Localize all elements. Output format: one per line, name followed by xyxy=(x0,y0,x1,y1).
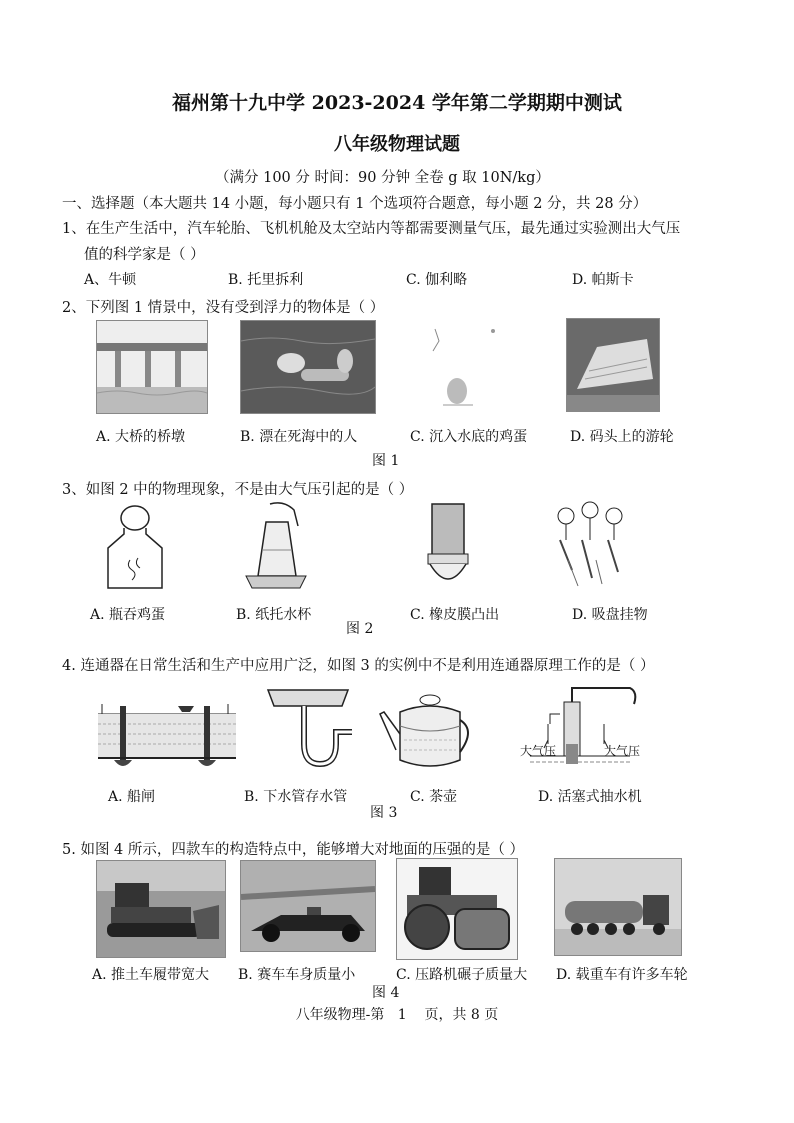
figure-2-caption: 图 2 xyxy=(346,621,374,637)
cruise-ship-photo xyxy=(566,318,660,412)
q1-option-d: D. 帕斯卡 xyxy=(572,272,634,288)
piston-pump-drawing xyxy=(520,684,640,774)
race-car-photo xyxy=(240,860,376,952)
rubber-film-tube-drawing xyxy=(424,500,472,592)
q1-stem-line2: 值的科学家是（ ） xyxy=(84,247,205,263)
exam-subtitle: 八年级物理试题 xyxy=(334,134,460,155)
q3-option-b: B. 纸托水杯 xyxy=(236,607,312,623)
q5-option-b: B. 赛车车身质量小 xyxy=(238,967,356,983)
q1-option-a: A、牛顿 xyxy=(84,272,137,288)
drain-trap-drawing xyxy=(264,684,360,774)
sunken-egg-photo xyxy=(412,320,506,414)
bottle-egg-drawing xyxy=(100,500,170,592)
q3-option-d: D. 吸盘挂物 xyxy=(572,607,648,623)
q4-stem: 4. 连通器在日常生活和生产中应用广泛，如图 3 的实例中不是利用连通器原理工作的是（ ） xyxy=(62,658,655,674)
q2-option-c: C. 沉入水底的鸡蛋 xyxy=(410,429,528,445)
paper-cup-drawing xyxy=(244,500,308,592)
teapot-drawing xyxy=(378,690,478,774)
bulldozer-photo xyxy=(96,860,226,958)
q3-option-c: C. 橡皮膜凸出 xyxy=(410,607,500,623)
q4-option-c: C. 茶壶 xyxy=(410,789,458,805)
pump-label-left: 大气压 xyxy=(520,744,557,758)
q3-stem: 3、如图 2 中的物理现象，不是由大气压引起的是（ ） xyxy=(62,482,414,498)
exam-info: （满分 100 分 时间：90 分钟 全卷 g 取 10N/kg） xyxy=(215,170,550,186)
q2-option-b: B. 漂在死海中的人 xyxy=(240,429,358,445)
q4-option-a: A. 船闸 xyxy=(108,789,156,805)
q2-option-d: D. 码头上的游轮 xyxy=(570,429,674,445)
q1-option-b: B. 托里拆利 xyxy=(228,272,304,288)
suction-cup-hooks-drawing xyxy=(552,500,628,592)
road-roller-photo xyxy=(396,858,518,960)
q5-option-a: A. 推土车履带宽大 xyxy=(92,967,210,983)
figure-4-caption: 图 4 xyxy=(372,985,400,1001)
section-heading: 一、选择题（本大题共 14 小题，每小题只有 1 个选项符合题意，每小题 2 分，共 28 分） xyxy=(62,196,648,212)
q2-stem: 2、下列图 1 情景中，没有受到浮力的物体是（ ） xyxy=(62,300,385,316)
q5-stem: 5. 如图 4 所示，四款车的构造特点中，能够增大对地面的压强的是（ ） xyxy=(62,842,524,858)
bridge-pier-photo xyxy=(96,320,208,414)
q5-option-c: C. 压路机碾子质量大 xyxy=(396,967,528,983)
q2-option-a: A. 大桥的桥墩 xyxy=(96,429,186,445)
pump-label-right: 大气压 xyxy=(604,744,641,758)
heavy-truck-photo xyxy=(554,858,682,956)
q4-option-b: B. 下水管存水管 xyxy=(244,789,348,805)
q1-stem-line1: 1、在生产生活中，汽车轮胎、飞机机舱及太空站内等都需要测量气压，最先通过实验测出大气压 xyxy=(62,221,681,237)
ship-lock-drawing xyxy=(98,684,236,774)
exam-title: 福州第十九中学 2023-2024 学年第二学期期中测试 xyxy=(172,92,622,114)
q5-option-d: D. 载重车有许多车轮 xyxy=(556,967,688,983)
q3-option-a: A. 瓶吞鸡蛋 xyxy=(90,607,166,623)
page-footer: 八年级物理-第 1 页，共 8 页 xyxy=(295,1007,499,1023)
q4-option-d: D. 活塞式抽水机 xyxy=(538,789,642,805)
q1-option-c: C. 伽利略 xyxy=(406,272,468,288)
figure-1-caption: 图 1 xyxy=(372,453,400,469)
dead-sea-floating-photo xyxy=(240,320,376,414)
figure-3-caption: 图 3 xyxy=(370,805,398,821)
